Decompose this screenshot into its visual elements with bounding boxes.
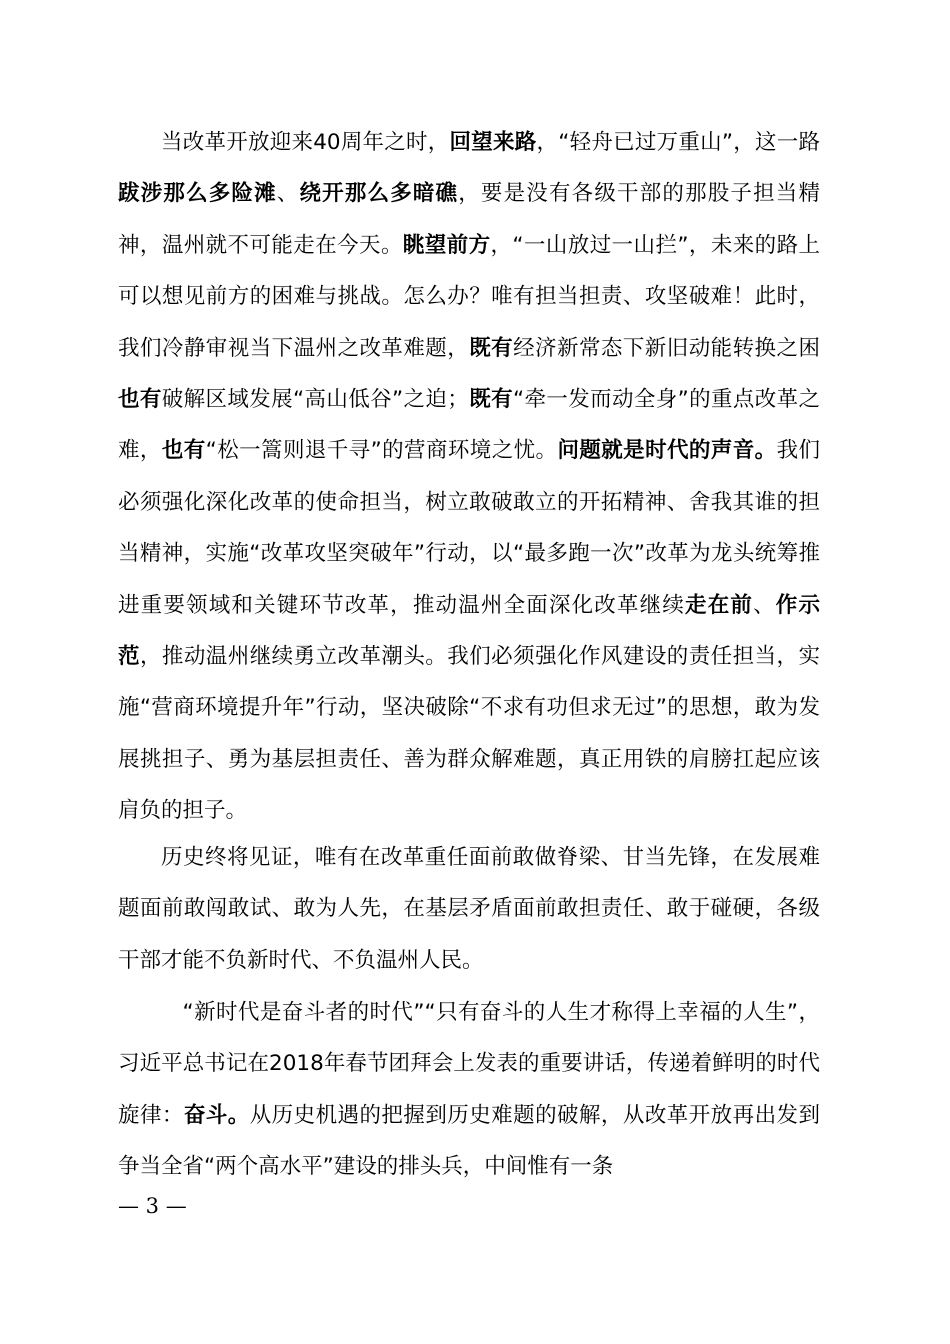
text-run: “松一篙则退千寻”的营商环境之忧。 xyxy=(205,438,558,464)
page-number: — 3 — xyxy=(118,1194,187,1218)
text-run: ，推动温州继续勇立改革潮头。我们必须强化作风建设的责任担当，实施“营商环境提升年”行动，坚决破除“不求有功但求无过”的思想，敢为发展挑担子、勇为基层担责任、善为群众解难题，真正用铁的肩膀扛起应该肩负的担子。 xyxy=(118,644,820,824)
bold-text-run: 既有 xyxy=(468,387,513,413)
paragraph-3 xyxy=(118,987,820,1193)
bold-text-run: 眺望前方 xyxy=(402,232,491,258)
text-run: ，要是没有各级干部的那股子担当精神，温州就不可能走在今天。 xyxy=(118,181,820,258)
text-run: 当改革开放迎来40周年之时， xyxy=(161,130,450,155)
bold-text-run: 作示范 xyxy=(118,592,820,670)
text-run: “新时代是奋斗者的时代”“只有奋斗的人生才称得上幸福的人生”，习近平总书记在2018年春节团拜会上发表的重要讲话，传递着鲜明的时代旋律： xyxy=(118,1000,820,1128)
paragraph-1 xyxy=(118,117,820,837)
text-run: 破解区域发展“高山低谷”之迫； xyxy=(161,387,469,413)
bold-text-run: 绕开那么多暗礁 xyxy=(299,181,459,207)
text-run: “牵一发而动全身”的重点改革之难， xyxy=(118,387,820,464)
bold-text-run: 也有 xyxy=(161,438,206,464)
text-run: 历史终将见证，唯有在改革重任面前敢做脊梁、甘当先锋，在发展难题面前敢闯敢试、敢为人先，在基层矛盾面前敢担责任、敢于碰硬，各级干部才能不负新时代、不负温州人民。 xyxy=(118,845,820,973)
text-run: ，“一山放过一山拦”，未来的路上可以想见前方的困难与挑战。怎么办？唯有担当担责、攻坚破难！此时，我们冷静审视当下温州之改革难题， xyxy=(118,232,820,361)
text-run: 、 xyxy=(753,592,776,618)
paragraph-2 xyxy=(118,832,820,986)
bold-text-run: 回望来路 xyxy=(449,130,537,155)
text-run: ，“轻舟已过万重山”，这一路 xyxy=(536,130,820,155)
text-run: 、 xyxy=(276,181,300,207)
bold-text-run: 跋涉那么多险滩 xyxy=(118,181,277,207)
bold-text-run: 也有 xyxy=(118,387,162,413)
text-run: 我们必须强化深化改革的使命担当，树立敢破敢立的开拓精神、舍我其谁的担当精神，实施“改革攻坚突破年”行动，以“最多跑一次”改革为龙头统筹推进重要领域和关键环节改革，推动温州全面深化改革继续 xyxy=(118,438,820,618)
bold-text-run: 走在前 xyxy=(685,592,754,618)
bold-text-run: 问题就是时代的声音。 xyxy=(557,438,777,464)
text-run: 经济新常态下新旧动能转换之困 xyxy=(513,335,820,361)
bold-text-run: 既有 xyxy=(469,335,514,361)
text-run: 从历史机遇的把握到历史难题的破解，从改革开放再出发到争当全省“两个高水平”建设的排头兵，中间惟有一条 xyxy=(118,1102,820,1180)
bold-text-run: 奋斗。 xyxy=(183,1102,250,1128)
